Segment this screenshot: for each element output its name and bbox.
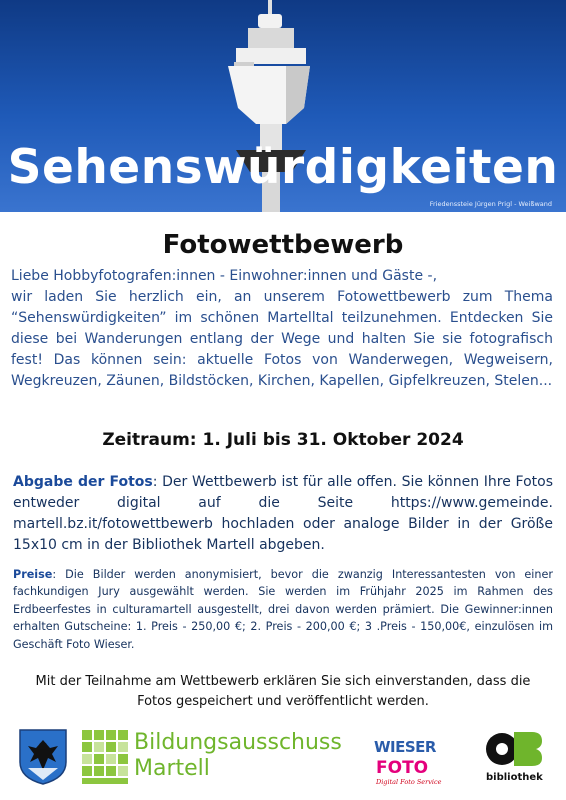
- consent-notice: Mit der Teilnahme am Wettbewerb erklären Sie sich einverstanden, dass die Fotos gespeichert und veröffentlicht werden.: [35, 674, 531, 709]
- wieser-logo-wordmark: WIESER: [374, 738, 436, 756]
- bibliothek-logo: [484, 726, 544, 772]
- bildungsausschuss-name: [134, 730, 342, 782]
- bildungsausschuss-mark-logo: [80, 728, 130, 786]
- hero-banner: [0, 0, 566, 212]
- intro-greeting: Liebe Hobbyfotografen:innen - Einwohner:innen und Gäste -,: [11, 268, 438, 284]
- bibliothek-label: bibliothek: [486, 772, 543, 783]
- submission-text: : Der Wettbewerb ist für alle offen. Sie können Ihre Fotos entweder digital auf die Seite https://www.gemeinde. martell.bz.it/fotowettbewerb hochladen oder analoge Bilder in der Größe 15x10 cm in der Bibliothek Martell abgeben.: [13, 474, 553, 553]
- prizes-paragraph: [13, 566, 553, 653]
- bildungsausschuss-line1: Bildungsausschuss: [134, 730, 342, 755]
- intro-paragraph: [11, 266, 553, 392]
- contest-period: Zeitraum: 1. Juli bis 31. Oktober 2024: [102, 430, 464, 450]
- page-title: Fotowettbewerb: [162, 230, 404, 260]
- wieser-subtitle: Digital Foto Service: [376, 778, 442, 786]
- wieser-foto-logo: [374, 756, 446, 786]
- submission-paragraph: [13, 472, 553, 556]
- prizes-text: : Die Bilder werden anonymisiert, bevor die zwanzig Interessantesten von einer fachkundigen Jury ausgewählt werden. Sie werden im Frühjahr 2025 im Rahmen des Erdbeerfestes in culturamartell ausgestellt, drei davon werden prämiert. Die Gewinner:innen erhalten Gutscheine: 1. Preis - 250,00 €; 2. Preis - 200,00 €; 3 .Preis - 150,00€, einzulösen im Geschäft Foto Wieser.: [13, 568, 553, 651]
- bildungsausschuss-line2: Martell: [134, 756, 210, 781]
- photo-caption: Friedenssteie Jürgen Prigl - Weißwand: [429, 200, 552, 208]
- prizes-label: Preise: [13, 568, 53, 581]
- submission-label: Abgabe der Fotos: [13, 474, 153, 490]
- wieser-foto-word: FOTO: [376, 758, 429, 778]
- hero-title: Sehenswürdigkeiten: [7, 140, 559, 195]
- intro-body: wir laden Sie herzlich ein, an unserem Fotowettbewerb zum Thema “Sehenswürdigkeiten” im schönen Martelltal teilzunehmen. Entdecken Sie diese bei Wanderungen entlang der Wege und halten Sie sie fotografisch fest! Das können sein: aktuelle Fotos von Wanderwegen, Wegweisern, Wegkreuzen, Zäunen, Bildstöcken, Kirchen, Kapellen, Gipfelkreuzen, Stelen...: [11, 289, 553, 389]
- martell-coat-of-arms-logo: [18, 728, 68, 786]
